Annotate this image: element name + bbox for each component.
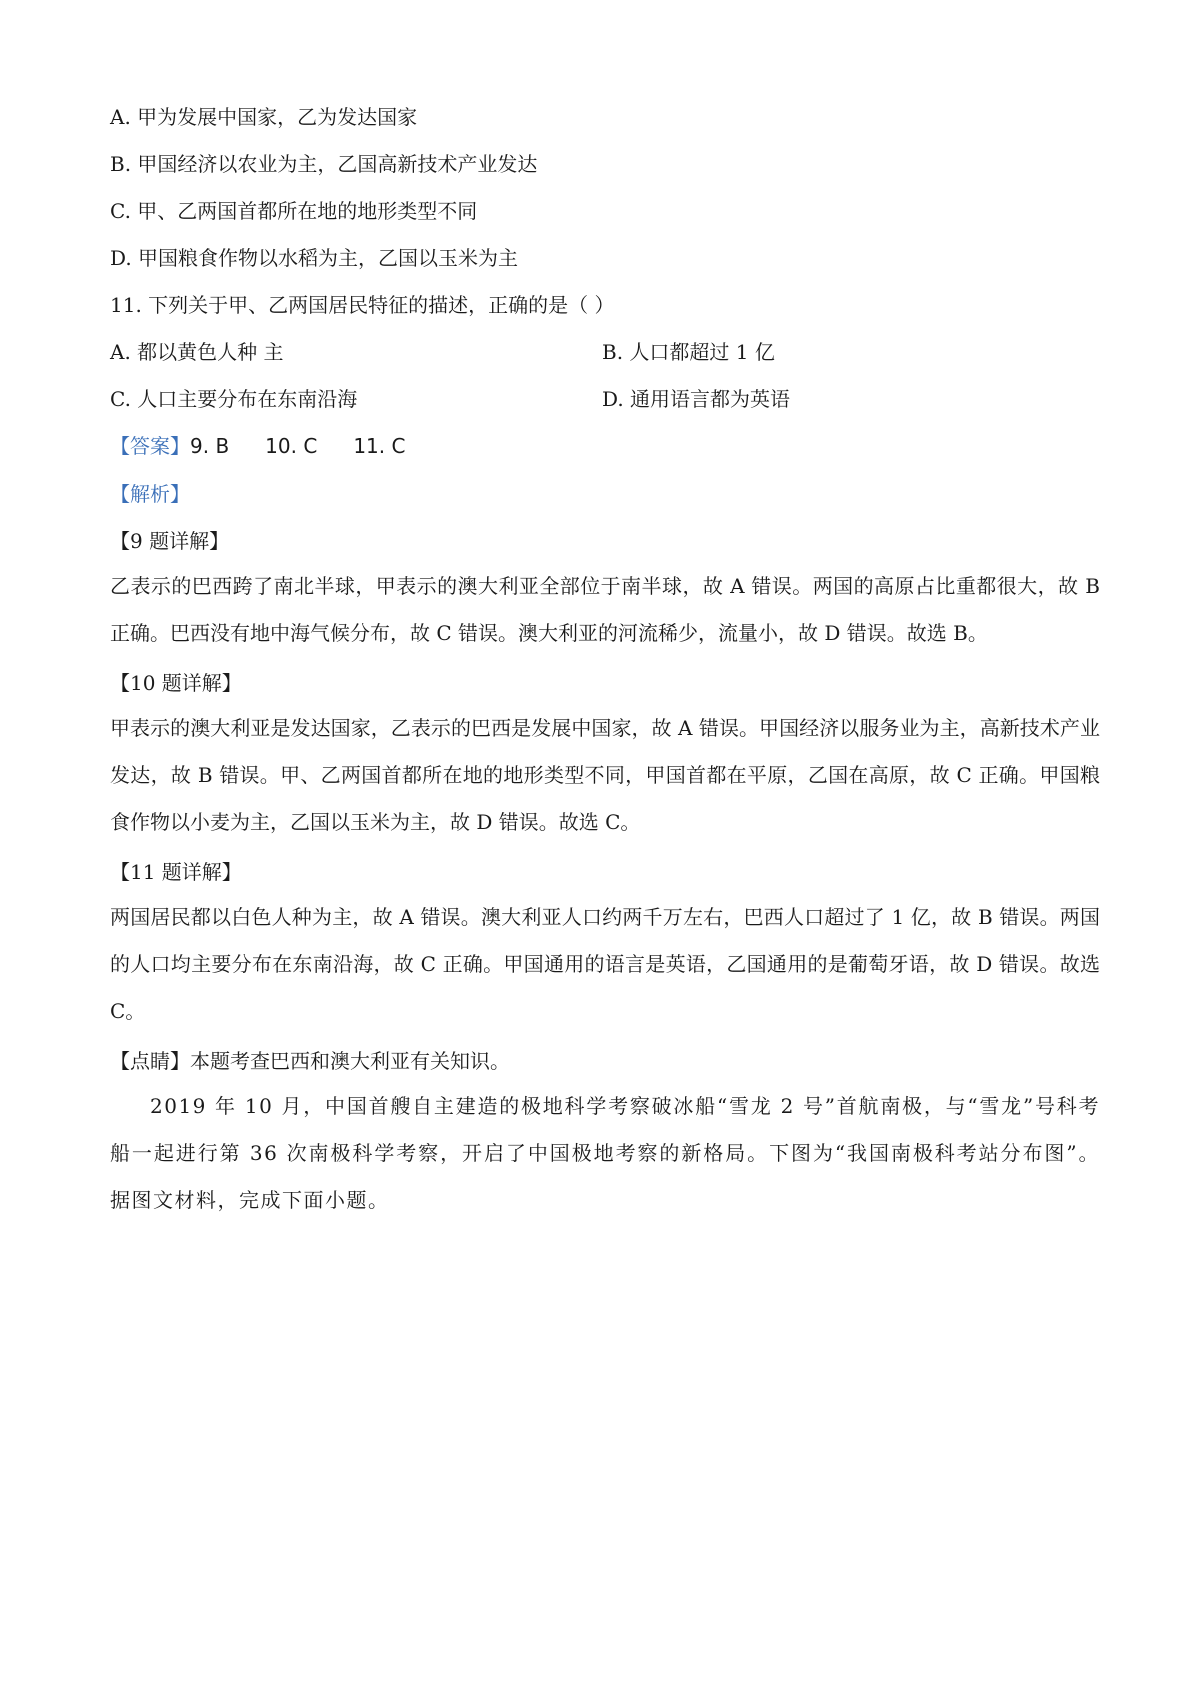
detail11-text: 两国居民都以白色人种为主，故 A 错误。澳大利亚人口约两千万左右，巴西人口超过了 1 亿，故 B 错误。两国的人口均主要分布在东南沿海，故 C 正确。甲国通用的语言是英语，乙国通用的是葡萄牙语，故 D 错误。故选 C。 bbox=[110, 905, 1100, 1023]
q11-stem: 11. 下列关于甲、乙两国居民特征的描述，正确的是（ ） bbox=[110, 293, 615, 317]
answer-items bbox=[190, 434, 405, 458]
answer-item-10: 10. C bbox=[265, 434, 318, 458]
detail9-text: 乙表示的巴西跨了南北半球，甲表示的澳大利亚全部位于南半球，故 A 错误。两国的高原占比重都很大，故 B 正确。巴西没有地中海气候分布，故 C 错误。澳大利亚的河流稀少，流量小，故 D 错误。故选 B。 bbox=[110, 574, 1100, 645]
passage: 2019 年 10 月，中国首艘自主建造的极地科学考察破冰船“雪龙 2 号”首航南极，与“雪龙”号科考船一起进行第 36 次南极科学考察，开启了中国极地考察的新格局。下图为“我国南极科考站分布图”。据图文材料，完成下面小题。 bbox=[110, 1094, 1100, 1212]
detail11-title: 【11 题详解】 bbox=[110, 860, 242, 884]
q11-option-c: C. 人口主要分布在东南沿海 bbox=[110, 387, 358, 411]
detail10-title: 【10 题详解】 bbox=[110, 671, 242, 695]
analysis-label: 【解析】 bbox=[110, 482, 190, 506]
pointer-note: 【点睛】本题考查巴西和澳大利亚有关知识。 bbox=[110, 1049, 510, 1073]
q10-option-b: B. 甲国经济以农业为主，乙国高新技术产业发达 bbox=[110, 152, 538, 176]
answer-line bbox=[110, 432, 405, 460]
q11-option-d: D. 通用语言都为英语 bbox=[602, 387, 791, 411]
q10-option-c: C. 甲、乙两国首都所在地的地形类型不同 bbox=[110, 199, 478, 223]
answer-item-11: 11. C bbox=[353, 434, 406, 458]
q10-option-d: D. 甲国粮食作物以水稻为主，乙国以玉米为主 bbox=[110, 246, 519, 270]
answer-label: 【答案】 bbox=[110, 434, 190, 458]
q11-option-a: A. 都以黄色人种 主 bbox=[110, 340, 284, 364]
answer-item-9: 9. B bbox=[190, 434, 230, 458]
q11-option-b: B. 人口都超过 1 亿 bbox=[602, 340, 775, 364]
q10-option-a: A. 甲为发展中国家，乙为发达国家 bbox=[110, 105, 418, 129]
detail9-title: 【9 题详解】 bbox=[110, 529, 230, 553]
detail10-text: 甲表示的澳大利亚是发达国家，乙表示的巴西是发展中国家，故 A 错误。甲国经济以服务业为主，高新技术产业发达，故 B 错误。甲、乙两国首都所在地的地形类型不同，甲国首都在平原，乙国在高原，故 C 正确。甲国粮食作物以小麦为主，乙国以玉米为主，故 D 错误。故选 C。 bbox=[110, 716, 1100, 834]
